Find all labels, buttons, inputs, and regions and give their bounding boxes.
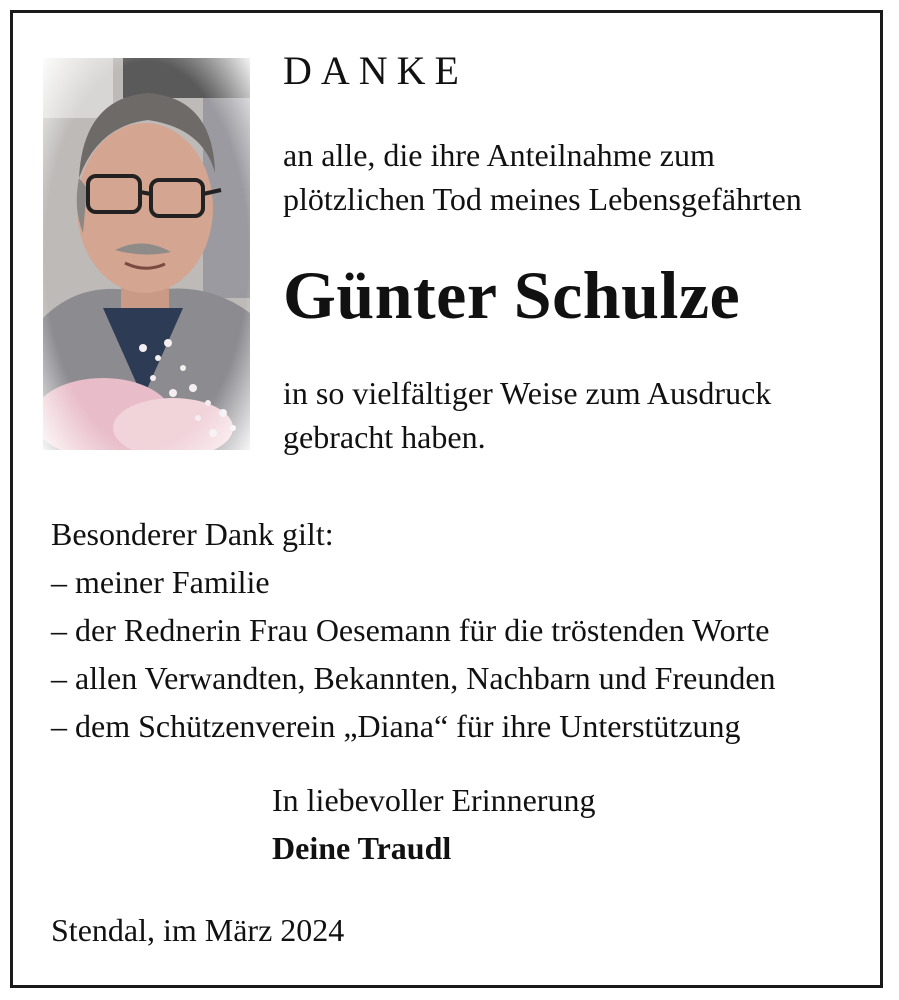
thanks-item: – allen Verwandten, Bekannten, Nachbarn und Freunden xyxy=(51,660,776,696)
portrait-illustration xyxy=(43,58,250,450)
thanks-item: – der Rednerin Frau Oesemann für die tröstenden Worte xyxy=(51,612,770,648)
intro-text xyxy=(283,133,802,221)
signature: Deine Traudl xyxy=(272,830,452,866)
outro-line: in so vielfältiger Weise zum Ausdruck xyxy=(283,375,772,411)
intro-line: an alle, die ihre Anteilnahme zum xyxy=(283,137,715,173)
special-thanks xyxy=(51,510,776,750)
place-date: Stendal, im März 2024 xyxy=(51,912,345,948)
closing-text: In liebevoller Erinnerung xyxy=(272,782,596,818)
outro-line: gebracht haben. xyxy=(283,419,486,455)
deceased-name: Günter Schulze xyxy=(283,257,741,333)
obituary-frame xyxy=(10,10,883,988)
thanks-item: – meiner Familie xyxy=(51,564,270,600)
heading-danke: DANKE xyxy=(283,48,468,93)
portrait-photo xyxy=(43,58,250,450)
intro-line: plötzlichen Tod meines Lebensgefährten xyxy=(283,181,802,217)
outro-text xyxy=(283,371,771,459)
thanks-item: – dem Schützenverein „Diana“ für ihre Unterstützung xyxy=(51,708,741,744)
thanks-title: Besonderer Dank gilt: xyxy=(51,516,334,552)
